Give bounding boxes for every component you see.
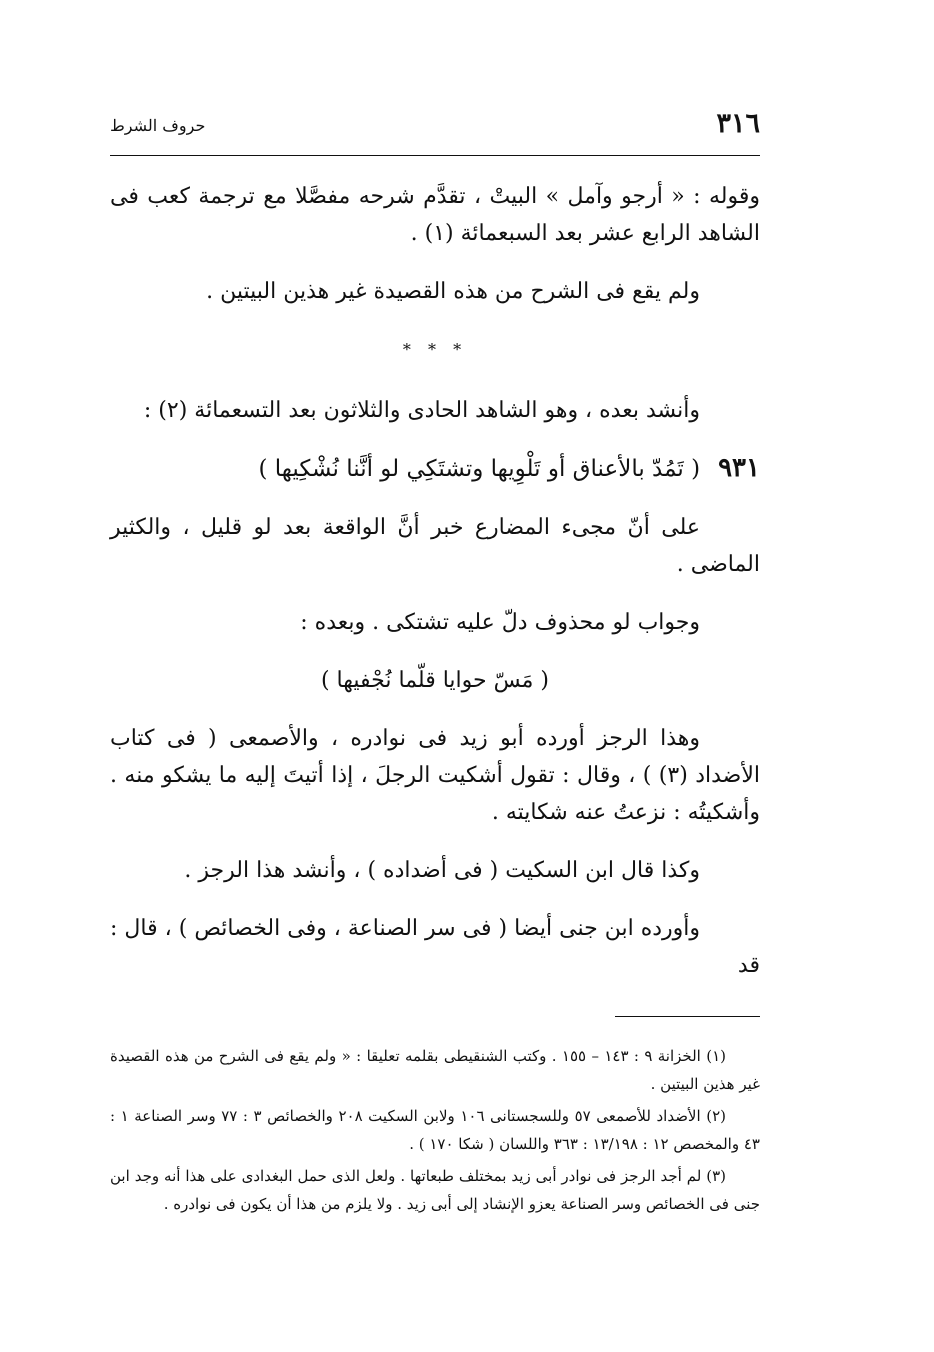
header-rule <box>110 155 760 156</box>
paragraph-5: وجواب لو محذوف دلّ عليه تشتكى . وبعده : <box>300 610 700 635</box>
footnotes <box>110 1042 760 1222</box>
paragraph-4: على أنّ مجىء المضارع خبر أنَّ الواقعة بعد لو قليل ، والكثير الماضى . <box>110 515 760 577</box>
main-text <box>110 178 760 1005</box>
running-title: حروف الشرط <box>110 116 206 135</box>
footnote-2: (٢) الأضداد للأصمعى ٥٧ وللسجستانى ١٠٦ ولابن السكيت ٢٠٨ والخصائص ٣ : ٧٧ وسر الصناعة ١ : ٤٣ والمخصص ١٢ : ١٣/١٩٨ : ٣٦٣ واللسان ( شكا ١٧٠ ) . <box>110 1107 760 1153</box>
footnote-3: (٣) لم أجد الرجز فى نوادر أبى زيد بمختلف طبعاتها . ولعل الذى حمل البغدادى على هذا أنه وجد ابن جنى فى الخصائص وسر الصناعة يعزو الإنشاد إلى أبى زيد . ولا يلزم من هذا أن يكون فى نوادره . <box>110 1167 760 1213</box>
page-header <box>110 108 760 152</box>
half-verse: ( مَسّ حوايا قلّما نُجْفيها ) <box>320 668 550 693</box>
verse-number: ٩٣١ <box>718 453 760 483</box>
verse-text: ( تَمُدّ بالأعناق أو تَلْوِيها وتشتَكِي لو أنَّنا نُشْكِيها ) <box>258 456 701 482</box>
paragraph-3: وأنشد بعده ، وهو الشاهد الحادى والثلاثون بعد التسعمائة (٢) : <box>143 398 700 423</box>
paragraph-6: وهذا الرجز أورده أبو زيد فى نوادره ، والأصمعى ( فى كتاب الأضداد (٣) ) ، وقال : تقول أشكيت الرجلَ ، إذا أتيتَ إليه ما يشكو منه . وأشكيتُه : نزعتُ عنه شكايته . <box>110 726 761 825</box>
paragraph-2: ولم يقع فى الشرح من هذه القصيدة غير هذين البيتين . <box>206 279 700 304</box>
paragraph-1: وقوله : « أرجو وآمل » البيتْ ، تقدَّم شرحه مفصَّلا مع ترجمة كعب فى الشاهد الرابع عشر بعد السبعمائة (١) . <box>110 184 760 246</box>
section-separator: * * * <box>402 340 468 359</box>
footnote-1: (١) الخزانة ٩ : ١٤٣ – ١٥٥ . وكتب الشنقيطى بقلمه تعليقا : « ولم يقع فى الشرح من هذه القصيدة غير هذين البيتين . <box>110 1047 760 1093</box>
page-number: ٣١٦ <box>716 108 760 139</box>
footnote-rule <box>615 1016 760 1017</box>
paragraph-8: وأورده ابن جنى أيضا ( فى سر الصناعة ، وفى الخصائص ) ، قال : قد <box>110 916 760 978</box>
verse-931 <box>110 450 760 488</box>
paragraph-7: وكذا قال ابن السكيت ( فى أضداده ) ، وأنشد هذا الرجز . <box>184 858 700 883</box>
